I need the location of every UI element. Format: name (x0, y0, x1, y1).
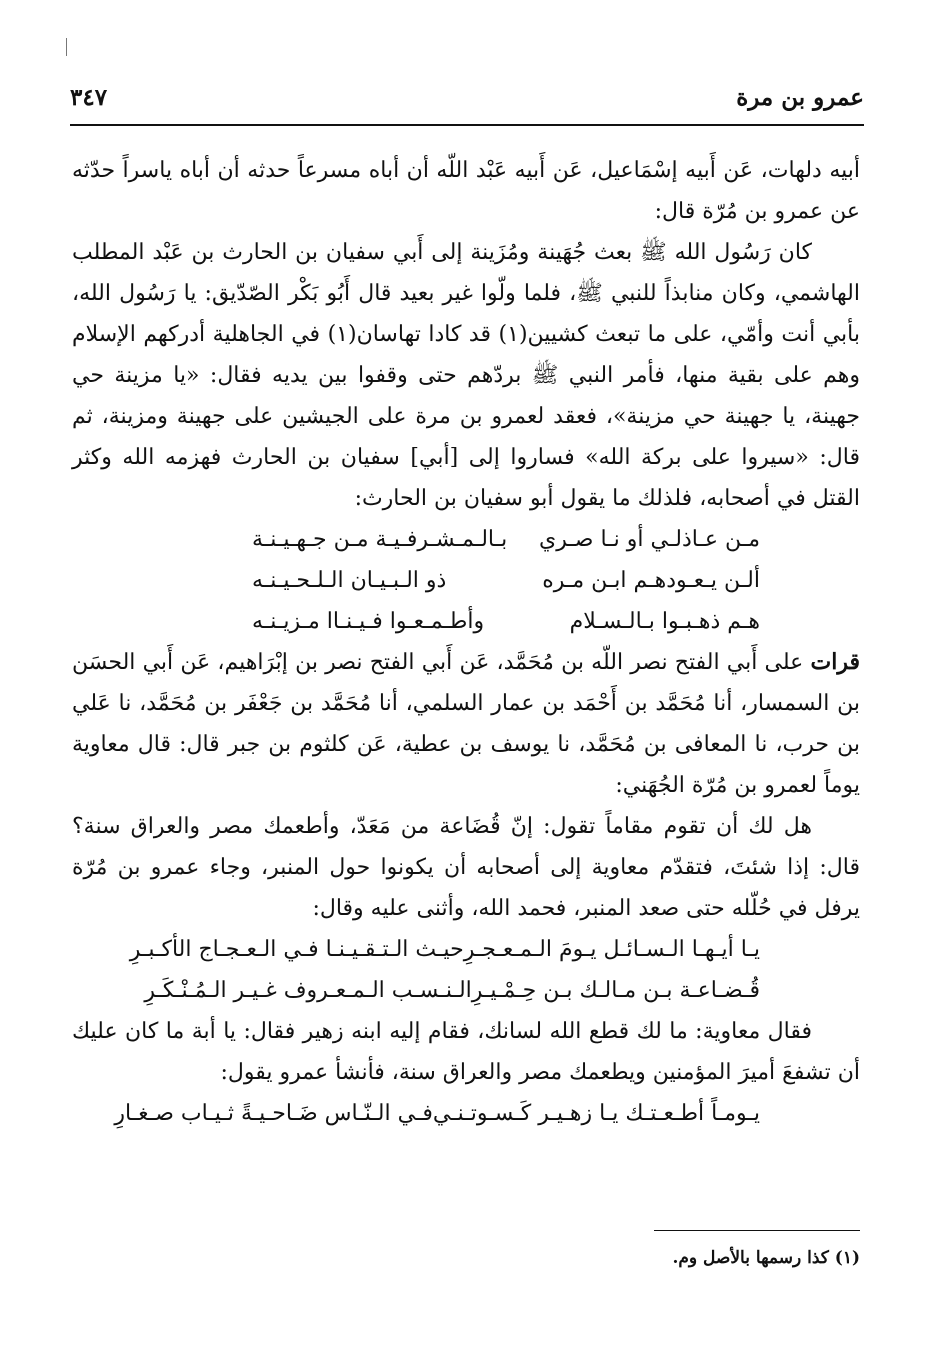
paragraph-3-text: على أَبي الفتح نصر اللّه بن مُحَمَّد، عَن أَبي الفتح نصر بن إبْرَاهيم، عَن أَبي الحسَن بن السمسار، أنا مُحَمَّد بن أَحْمَد بن عمار السلمي، أنا مُحَمَّد بن جَعْفَر بن مُحَمَّد، نا عَلي بن حرب، نا المعافى بن مُحَمَّد، نا يوسف بن عطية، عَن كلثوم بن جبر قال: قال معاوية يوماً لعمرو بن مُرّة الجُهَني: (72, 650, 860, 798)
running-title: عمرو بن مرة (736, 84, 864, 111)
main-text (72, 150, 860, 1134)
poem-hemistich: هـم ذهـبـوا بـالـسـلام (569, 609, 760, 634)
poem-line-6 (72, 1093, 860, 1134)
poem-hemistich: يـا أيـهـا الـسـائـل يـومَ الـمـعـجـرِ (463, 937, 760, 962)
poem-line-2 (72, 560, 860, 601)
poem-line-4 (72, 929, 860, 970)
poem-line-5 (72, 970, 860, 1011)
paragraph-4: هل لك أن تقوم مقاماً تقول: إنّ قُضَاعة من مَعَدّ، وأطعمك مصر والعراق سنة؟ قال: إذا شئتَ، فتقدّم معاوية إلى أصحابه أن يكونوا حول المنبر، وجاء عمرو بن مُرّة يرفل في حُلّله حتى صعد المنبر، فحمد الله، وأثنى عليه وقال: (72, 814, 860, 921)
poem-hemistich: الـنـسـب الـمـعـروف غـيـر الـمُـنْـكَـرِ (144, 978, 472, 1003)
page-number: ٣٤٧ (70, 84, 108, 111)
paragraph-5: فقال معاوية: ما لك قطع الله لسانك، فقام إليه ابنه زهير فقال: يا أبة ما كان عليك أن تشفعَ أميرَ المؤمنين ويطعمك مصر والعراق سنة، فأنشأ عمرو يقول: (72, 1019, 860, 1085)
paragraph-3 (72, 642, 860, 806)
paragraph-2: كان رَسُول الله ﷺ بعث جُهَينة ومُزَينة إلى أَبي سفيان بن الحارث بن عَبْد المطلب الهاشمي، وكان منابذاً للنبي ﷺ، فلما ولّوا غير بعيد قال أَبُو بَكْر الصّدّيق: يا رَسُول الله، بأبي أنت وأمّي، على ما تبعث كشيين(١) قد كادا تهاسان(١) في الجاهلية أدركهم الإسلام وهم على بقية منها، فأمر النبي ﷺ بردّهم حتى وقفوا بين يديه فقال: «يا مزينة حي جهينة، يا جهينة حي مزينة»، فعقد لعمرو بن مرة على الجيشين على جهينة ومزينة، ثم قال: «سيروا على بركة الله» فساروا إلى [أبي] سفيان بن الحارث فهزمه الله وكثر القتل في أصحابه، فلذلك ما يقول أبو سفيان بن الحارث: (72, 240, 861, 511)
scan-edge-mark (66, 38, 67, 56)
poem-line-3 (72, 601, 860, 642)
poem-hemistich: مـن عـاذلـي أو نـا صـري (539, 527, 760, 552)
paragraph-lead-word: قرات (810, 649, 860, 675)
footnote: (١) كذا رسمها بالأصل وم. (672, 1248, 860, 1268)
poem-hemistich: وأطـمـعـوا فـيـنـاا مـزيـنـه (252, 609, 485, 634)
running-header (70, 84, 864, 111)
poem-hemistich: يـومـاً أطـعـتـك يـا زهـيـر كَـسـوتـنـي (432, 1101, 760, 1126)
header-rule (70, 124, 864, 126)
poem-hemistich: حيـث الـتـقـيـنـا فـي الـعـجـاج الأكـبـرِ (129, 937, 464, 962)
poem-hemistich: قُـضـاعـة بـن مـالـك بـن حِـمْـيـرِ (471, 978, 760, 1003)
poem-line-1 (72, 519, 860, 560)
paragraph-1: أبيه دلهات، عَن أَبيه إسْمَاعيل، عَن أَبيه عَبْد اللّه أن أباه مسرعاً حدثه أن أباه ياسراً حدّثه عن عمرو بن مُرّة قال: (72, 158, 860, 224)
footnote-rule (654, 1230, 860, 1231)
poem-hemistich: بـالـمـشـرفـيـة مـن جـهـيـنـة (252, 527, 508, 552)
poem-hemistich: ذو الـبـيـان الـلـحـيـنـه (252, 568, 447, 593)
poem-hemistich: فـي الـنّـاس ضَـاحـيـةً ثـيـاب صـغـارِ (114, 1101, 433, 1126)
poem-hemistich: ألـن يـعـودهـم ابـن مـره (542, 568, 760, 593)
